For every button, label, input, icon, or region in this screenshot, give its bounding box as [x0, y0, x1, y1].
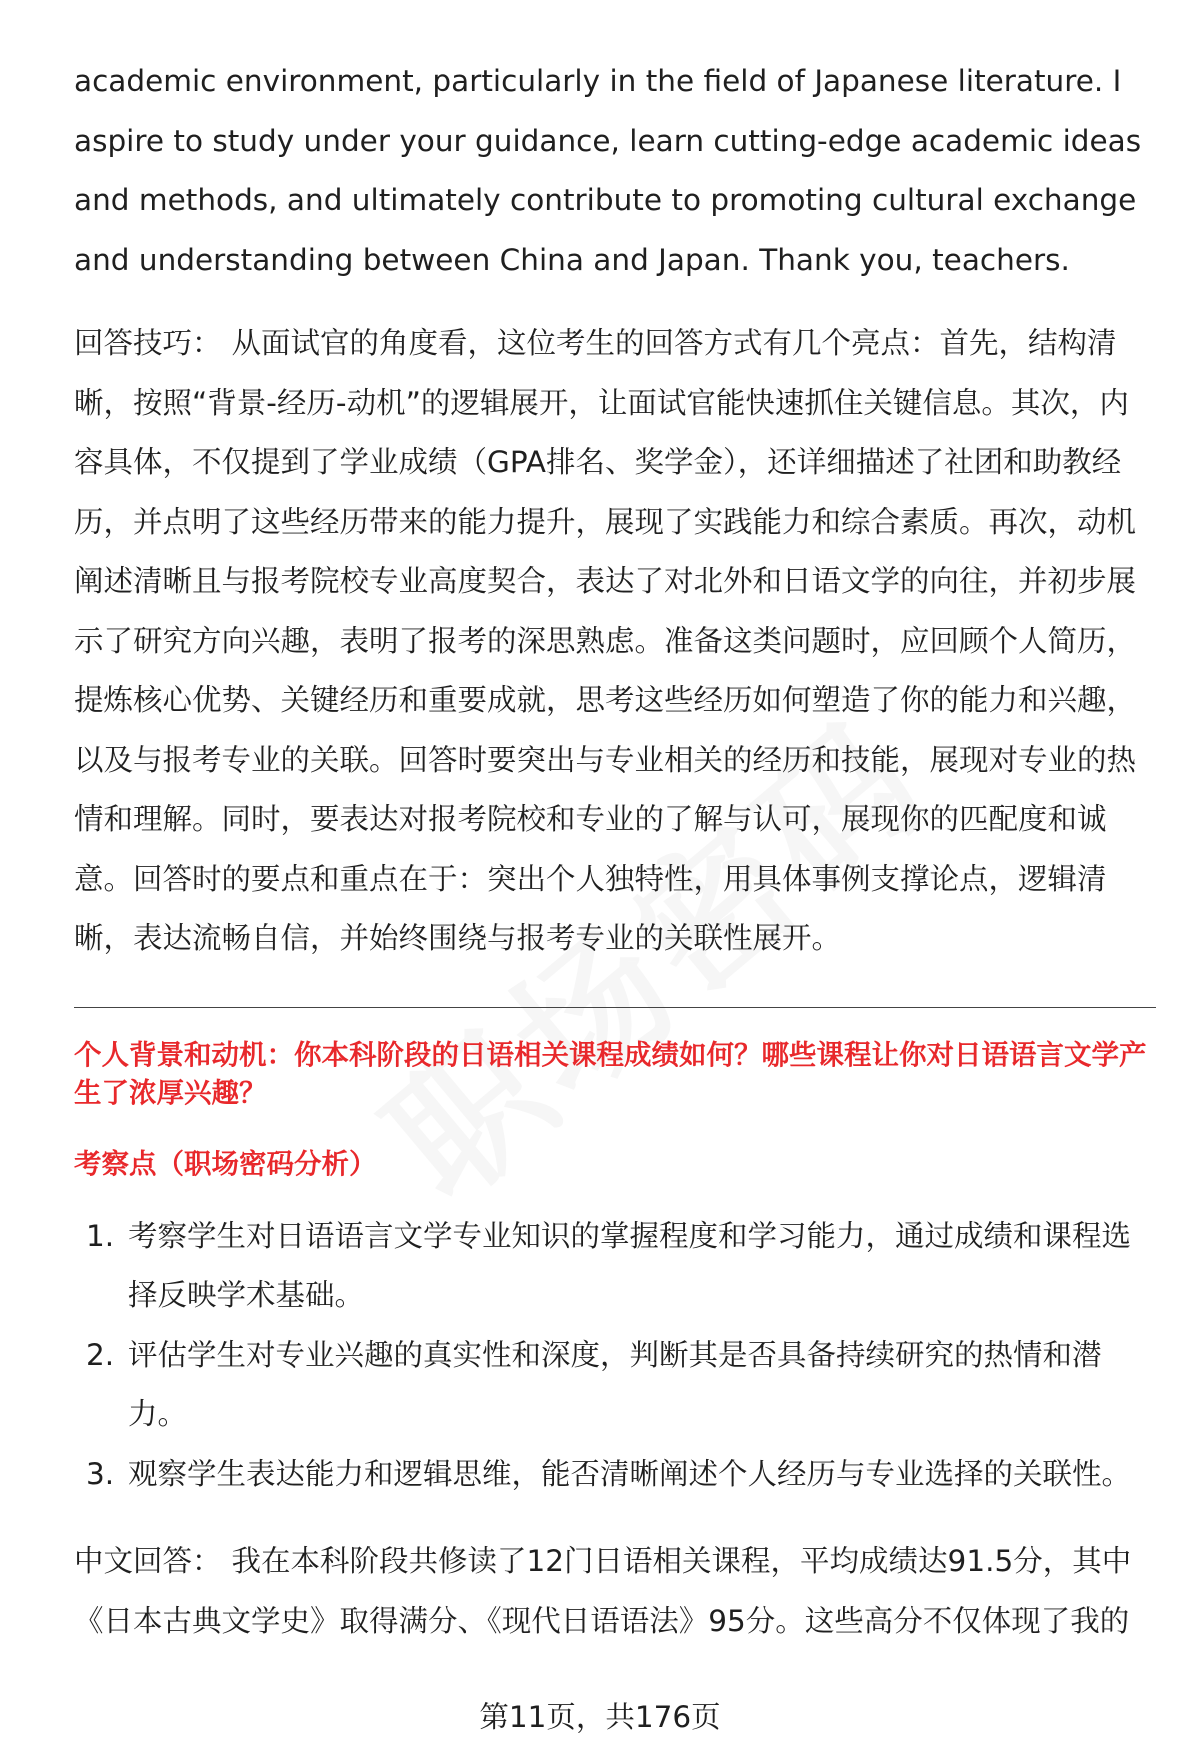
page-number-footer: 第11页，共176页: [479, 1700, 721, 1734]
section-divider: [74, 1007, 1156, 1008]
list-item-text: 观察学生表达能力和逻辑思维，能否清晰阐述个人经历与专业选择的关联性。: [128, 1456, 1132, 1491]
list-item: [74, 1207, 1156, 1326]
page-content: [74, 52, 1156, 1651]
chinese-answer-paragraph: [74, 1532, 1156, 1651]
assessment-points-title: 考察点（职场密码分析）: [74, 1147, 377, 1180]
list-item-number: 3.: [86, 1456, 115, 1491]
answer-tips-text: 从面试官的角度看，这位考生的回答方式有几个亮点：首先，结构清晰，按照“背景-经历-动机”的逻辑展开，让面试官能快速抓住关键信息。其次，内容具体，不仅提到了学业成绩（GPA排名、奖学金），还详细描述了社团和助教经历，并点明了这些经历带来的能力提升，展现了实践能力和综合素质。再次，动机阐述清晰且与报考院校专业高度契合，表达了对北外和日语文学的向往，并初步展示了研究方向兴趣，表明了报考的深思熟虑。准备这类问题时，应回顾个人简历，提炼核心优势、关键经历和重要成就，思考这些经历如何塑造了你的能力和兴趣，以及与报考专业的关联。回答时要突出与专业相关的经历和技能，展现对专业的热情和理解。同时，要表达对报考院校和专业的了解与认可，展现你的匹配度和诚意。回答时的要点和重点在于：突出个人独特性，用具体事例支撑论点，逻辑清晰，表达流畅自信，并始终围绕与报考专业的关联性展开。: [74, 326, 1137, 955]
list-item: [74, 1326, 1156, 1445]
answer-tips-label: 回答技巧：: [74, 326, 222, 360]
list-item: [74, 1445, 1156, 1505]
assessment-points-list: [74, 1207, 1156, 1505]
chinese-answer-label: 中文回答：: [74, 1544, 222, 1578]
list-item-number: 2.: [86, 1337, 115, 1372]
list-item-text: 考察学生对日语语言文学专业知识的掌握程度和学习能力，通过成绩和课程选择反映学术基础。: [128, 1218, 1132, 1312]
answer-tips-paragraph: [74, 314, 1156, 969]
chinese-answer-text: 我在本科阶段共修读了12门日语相关课程，平均成绩达91.5分，其中《日本古典文学史》取得满分、《现代日语语法》95分。这些高分不仅体现了我的: [74, 1544, 1132, 1638]
list-item-number: 1.: [86, 1218, 115, 1253]
question-title: 个人背景和动机：你本科阶段的日语相关课程成绩如何？哪些课程让你对日语语言文学产生了浓厚兴趣？: [74, 1038, 1147, 1109]
list-item-text: 评估学生对专业兴趣的真实性和深度，判断其是否具备持续研究的热情和潜力。: [128, 1337, 1102, 1431]
english-paragraph: academic environment, particularly in the field of Japanese literature. I aspire to study under your guidance, learn cutting-edge academic ideas and methods, and ultimately contribute to promoting cultural exchange and understanding between China and Japan. Thank you, teachers.: [74, 64, 1142, 277]
